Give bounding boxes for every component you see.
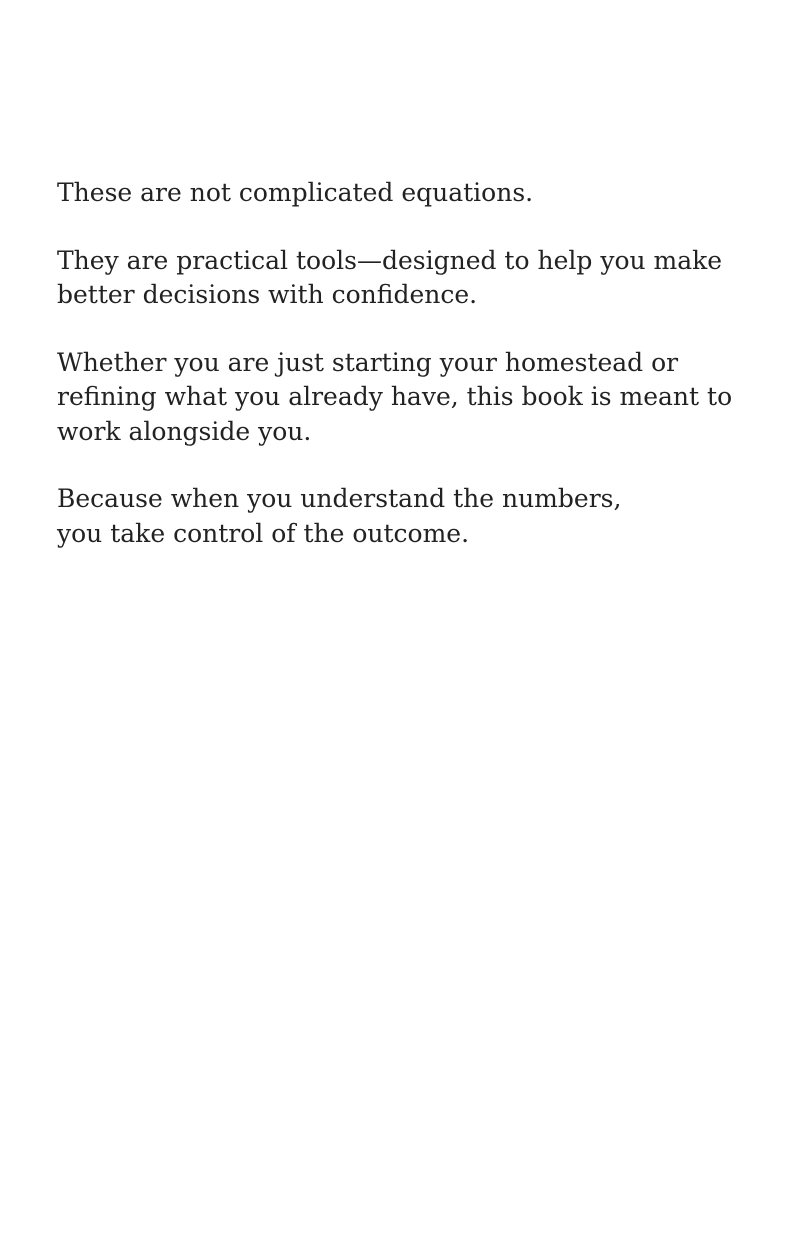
paragraph-2 — [57, 244, 757, 313]
body-text — [57, 176, 757, 584]
paragraph-4 — [57, 482, 757, 551]
paragraph-line: These are not complicated equations. — [57, 178, 534, 207]
paragraph-line: Whether you are just starting your homestead or — [57, 347, 679, 377]
paragraph-line: better decisions with confidence. — [57, 280, 478, 309]
paragraph-line: work alongside you. — [57, 416, 312, 446]
paragraph-line: They are practical tools—designed to help you make — [57, 245, 723, 275]
paragraph-line: you take control of the outcome. — [57, 518, 470, 548]
paragraph-1 — [57, 176, 757, 211]
paragraph-line: refining what you already have, this book is meant to — [57, 382, 733, 411]
paragraph-line: Because when you understand the numbers, — [57, 484, 622, 513]
paragraph-3 — [57, 346, 757, 450]
